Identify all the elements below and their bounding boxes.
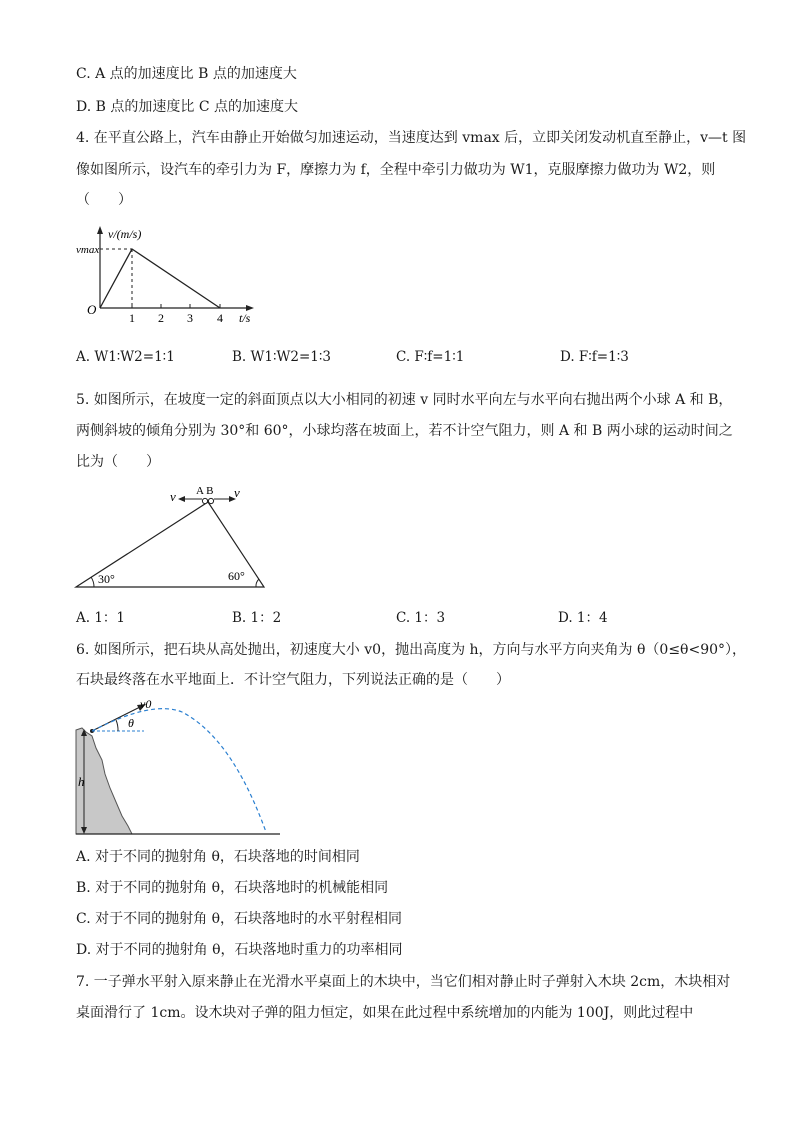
q4-option-a: A. W1∶W2=1∶1: [76, 349, 175, 365]
label-v-right: v: [234, 485, 240, 500]
angle-label-right: 60°: [228, 569, 245, 583]
q5-stem-line1: 5. 如图所示，在坡度一定的斜面顶点以大小相同的初速 v 同时水平向左与水平向右抛出两个小球 A 和 B，: [76, 392, 733, 408]
q3-option-d: D. B 点的加速度比 C 点的加速度大: [76, 99, 298, 115]
velocity-left-head: [178, 496, 185, 502]
ball-a: [202, 498, 207, 503]
angle-arc-right: [256, 579, 259, 587]
q6-stem-line2: 石块最终落在水平地面上．不计空气阻力，下列说法正确的是（ ）: [76, 672, 510, 688]
y-axis-arrow: [97, 226, 103, 234]
q6-projectile-figure: [72, 698, 284, 840]
label-h: h: [78, 774, 85, 789]
x-tick-label-2: 2: [158, 311, 164, 325]
q4-option-c: C. F∶f=1∶1: [396, 349, 465, 365]
q4-vt-graph: [74, 222, 264, 332]
vt-line: [100, 249, 220, 308]
label-v-left: v: [170, 489, 176, 504]
q6-stem-line1: 6. 如图所示，把石块从高处抛出，初速度大小 v0，抛出高度为 h，方向与水平方向夹角为 θ（0≤θ<90°），: [76, 642, 747, 658]
ball-b: [208, 498, 213, 503]
x-tick-label-3: 3: [187, 311, 193, 325]
label-ab: A B: [196, 485, 214, 497]
q4-stem-line2: 像如图所示，设汽车的牵引力为 F，摩擦力为 f，全程中牵引力做功为 W1，克服摩擦力做功为 W2，则: [76, 162, 716, 178]
q4-option-b: B. W1∶W2=1∶3: [232, 349, 331, 365]
angle-label-left: 30°: [98, 572, 115, 586]
y-axis-label: v/(m/s): [108, 227, 142, 241]
label-theta: θ: [128, 716, 134, 730]
q6-option-c: C. 对于不同的抛射角 θ，石块落地时的水平射程相同: [76, 911, 402, 927]
q7-stem-line1: 7. 一子弹水平射入原来静止在光滑水平桌面上的木块中，当它们相对静止时子弹射入木块 2cm，木块相对: [76, 974, 731, 990]
q6-option-a: A. 对于不同的抛射角 θ，石块落地的时间相同: [76, 849, 360, 865]
q4-stem-line3: （ ）: [76, 192, 132, 208]
q3-option-c: C. A 点的加速度比 B 点的加速度大: [76, 66, 297, 82]
q5-option-c: C. 1：3: [396, 610, 446, 626]
q5-stem-line3: 比为（ ）: [76, 454, 160, 470]
q4-stem-line1: 4. 在平直公路上，汽车由静止开始做匀加速运动，当速度达到 vmax 后，立即关闭发动机直至静止，v—t 图: [76, 130, 747, 146]
q5-slope-figure: [72, 482, 272, 592]
q7-stem-line2: 桌面滑行了 1cm。设木块对子弹的阻力恒定，如果在此过程中系统增加的内能为 100J，则此过程中: [76, 1005, 694, 1021]
q5-stem-line2: 两侧斜坡的倾角分别为 30°和 60°，小球均落在坡面上，若不计空气阻力，则 A 和 B 两小球的运动时间之: [76, 423, 733, 439]
x-tick-label-4: 4: [217, 311, 223, 325]
q5-option-a: A. 1：1: [76, 610, 126, 626]
x-axis-label: t/s: [239, 311, 251, 325]
label-v0: v0: [140, 698, 152, 711]
theta-arc: [116, 720, 118, 731]
q5-option-b: B. 1：2: [232, 610, 282, 626]
q6-option-d: D. 对于不同的抛射角 θ，石块落地时重力的功率相同: [76, 942, 403, 958]
x-tick-label-1: 1: [129, 311, 135, 325]
origin-label: O: [87, 302, 97, 317]
angle-arc-left: [91, 577, 94, 587]
vmax-label: vmax: [76, 244, 100, 256]
q4-option-d: D. F∶f=1∶3: [560, 349, 629, 365]
q5-option-d: D. 1：4: [558, 610, 608, 626]
q6-option-b: B. 对于不同的抛射角 θ，石块落地时的机械能相同: [76, 880, 389, 896]
